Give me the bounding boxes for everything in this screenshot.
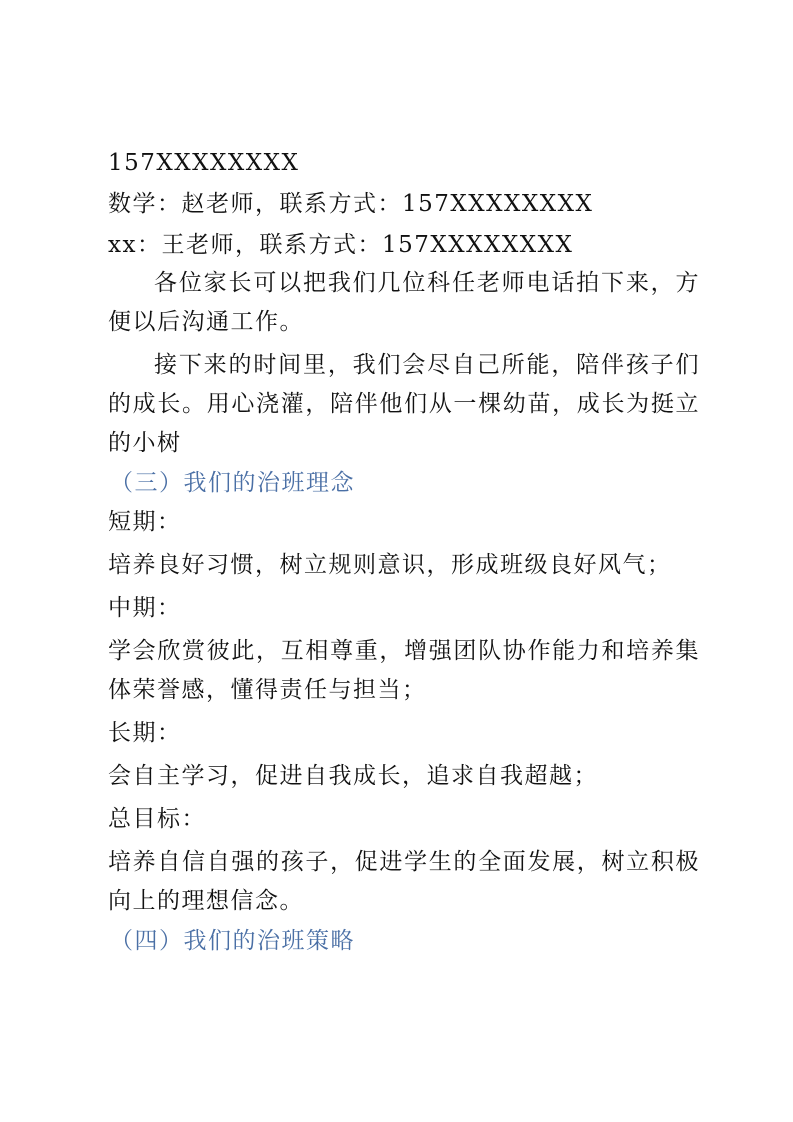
contact-phone-continued: 157XXXXXXXX xyxy=(108,150,300,176)
paragraph-save-phones: 各位家长可以把我们几位科任老师电话拍下来，方便以后沟通工作。 xyxy=(108,270,700,335)
short-term-text: 培养良好习惯，树立规则意识，形成班级良好风气； xyxy=(108,552,672,578)
long-term-label: 长期： xyxy=(108,720,182,746)
short-term-label: 短期： xyxy=(108,509,182,535)
overall-goal-label: 总目标： xyxy=(108,806,206,832)
long-term-text: 会自主学习，促进自我成长，追求自我超越； xyxy=(108,763,598,789)
section-heading-strategy: （四）我们的治班策略 xyxy=(110,928,355,954)
mid-term-text: 学会欣赏彼此，互相尊重，增强团队协作能力和培养集体荣誉感，懂得责任与担当； xyxy=(108,638,700,703)
overall-goal-text: 培养自信自强的孩子，促进学生的全面发展，树立积极向上的理想信念。 xyxy=(108,849,700,914)
contact-math-teacher: 数学：赵老师，联系方式：157XXXXXXXX xyxy=(108,191,594,217)
document-body xyxy=(108,145,700,961)
section-heading-philosophy: （三）我们的治班理念 xyxy=(110,470,355,496)
paragraph-accompany-growth: 接下来的时间里，我们会尽自己所能，陪伴孩子们的成长。用心浇灌，陪伴他们从一棵幼苗，成长为挺立的小树 xyxy=(108,352,700,456)
contact-xx-teacher: xx：王老师，联系方式：157XXXXXXXX xyxy=(108,232,574,258)
mid-term-label: 中期： xyxy=(108,595,182,621)
